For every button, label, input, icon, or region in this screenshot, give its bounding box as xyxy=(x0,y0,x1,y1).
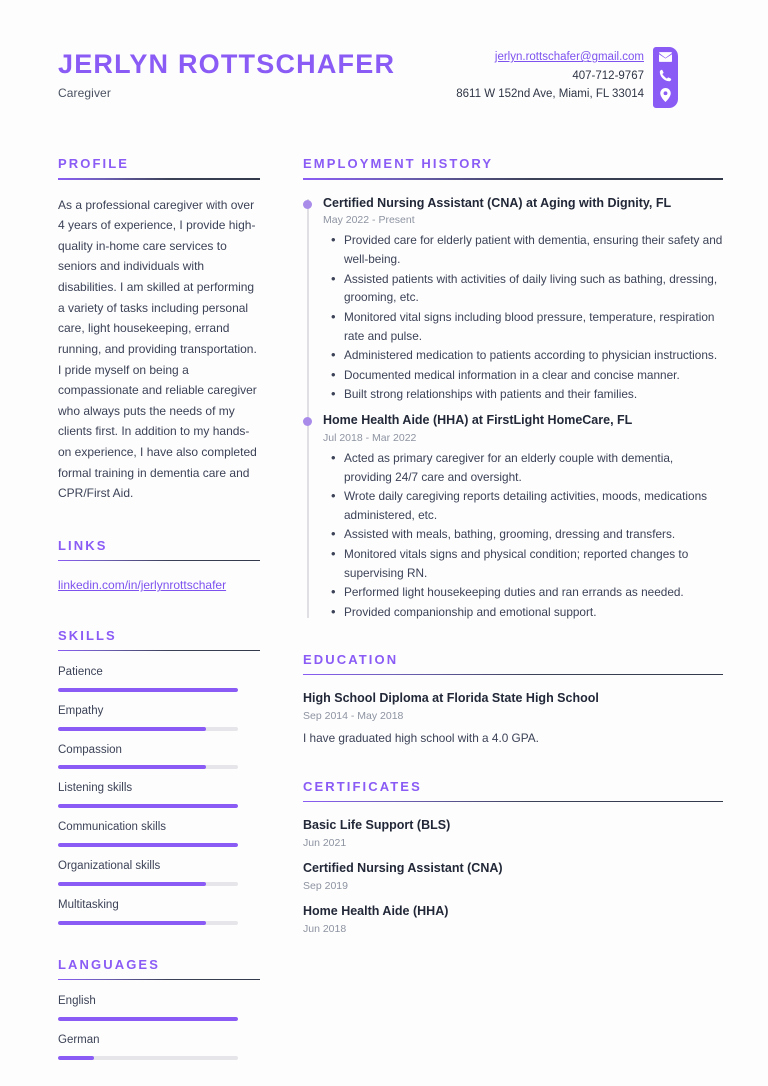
certificate-heading: Basic Life Support (BLS) xyxy=(303,818,451,833)
job-bullet: • Assisted with meals, bathing, grooming, dressing and transfers. xyxy=(323,525,723,544)
employment-section xyxy=(303,156,723,622)
job-heading: Home Health Aide (HHA) at FirstLight HomeCare, FL xyxy=(323,413,633,427)
skill-label: Compassion xyxy=(58,743,122,756)
skill-label: Communication skills xyxy=(58,821,167,834)
job-title: Caregiver xyxy=(58,86,111,101)
certificate-entry xyxy=(303,903,723,935)
job-bullet: • Provided companionship and emotional support. xyxy=(323,603,723,622)
skill-fill xyxy=(58,727,206,731)
skills-section xyxy=(58,628,260,925)
section-rule-skills xyxy=(58,650,260,652)
section-rule-links xyxy=(58,560,260,562)
job-bullet: • Wrote daily caregiving reports detailing activities, moods, medications administered, etc. xyxy=(323,487,723,524)
skill-fill xyxy=(58,765,206,769)
section-title-skills: SKILLS xyxy=(58,627,117,643)
contact-phone: 407-712-9767 xyxy=(572,69,644,82)
language-fill xyxy=(58,1056,94,1060)
section-rule-employment xyxy=(303,178,723,180)
skill-row xyxy=(58,782,260,808)
certificate-heading: Home Health Aide (HHA) xyxy=(303,904,449,918)
skill-label: Empathy xyxy=(58,704,104,717)
section-rule-languages xyxy=(58,979,260,981)
contact-email[interactable]: jerlyn.rottschafer@gmail.com xyxy=(494,51,644,63)
certificate-dates: Sep 2019 xyxy=(303,880,348,892)
job-bullet: • Administered medication to patients according to physician instructions. xyxy=(323,346,723,365)
section-rule-profile xyxy=(58,178,260,180)
language-row xyxy=(58,995,260,1021)
skill-row xyxy=(58,705,260,731)
profile-text: As a professional caregiver with over 4 years of experience, I provide high-quality in-home care services to seniors and individuals with disabilities. I am skilled at performing a variety of tasks including personal care, light housekeeping, errand running, and providing transportation. I pride myself on being a compassionate and reliable caregiver who always puts the needs of my clients first. In addition to my hands-on experience, I have also completed formal training in dementia care and CPR/First Aid. xyxy=(58,197,257,501)
skill-fill xyxy=(58,843,238,847)
section-rule-education xyxy=(303,674,723,676)
skill-track xyxy=(58,882,238,886)
links-section xyxy=(58,538,260,596)
contact-block xyxy=(456,47,678,108)
identity-block xyxy=(58,47,395,100)
job-heading: Certified Nursing Assistant (CNA) at Aging with Dignity, FL xyxy=(323,195,672,210)
languages-section xyxy=(58,957,260,1060)
language-label: German xyxy=(58,1033,100,1046)
education-list xyxy=(303,690,723,748)
job-bullet: • Monitored vital signs including blood pressure, temperature, respiration rate and pulse. xyxy=(323,308,723,345)
skill-row xyxy=(58,666,260,692)
skill-track xyxy=(58,765,238,769)
right-column xyxy=(303,156,723,1073)
certificate-dates: Jun 2021 xyxy=(303,837,347,850)
job-dates: May 2022 - Present xyxy=(323,214,415,227)
certificates-list xyxy=(303,817,723,935)
job-entry xyxy=(303,195,723,405)
skill-label: Organizational skills xyxy=(58,860,161,873)
job-bullet-list xyxy=(323,449,723,622)
section-title-languages: LANGUAGES xyxy=(58,956,160,972)
language-track xyxy=(58,1017,238,1021)
certificate-dates: Jun 2018 xyxy=(303,922,347,935)
section-title-employment: EMPLOYMENT HISTORY xyxy=(303,156,494,171)
skill-track xyxy=(58,843,238,847)
skill-track xyxy=(58,727,238,731)
education-section xyxy=(303,652,723,748)
education-dates: Sep 2014 - May 2018 xyxy=(303,709,404,722)
skills-list xyxy=(58,666,260,925)
job-bullet: • Performed light housekeeping duties and ran errands as needed. xyxy=(323,583,723,602)
skill-fill xyxy=(58,688,238,692)
skill-track xyxy=(58,804,238,808)
skill-row xyxy=(58,744,260,770)
contact-lines xyxy=(456,47,653,108)
job-bullet: • Built strong relationships with patients and their families. xyxy=(323,385,723,404)
languages-list xyxy=(58,995,260,1060)
resume-header xyxy=(0,0,768,108)
skill-fill xyxy=(58,921,206,925)
section-title-certificates: CERTIFICATES xyxy=(303,778,422,794)
contact-address: 8611 W 152nd Ave, Miami, FL 33014 xyxy=(456,88,644,101)
education-heading: High School Diploma at Florida State High School xyxy=(303,691,599,705)
contact-icon-tab xyxy=(653,47,678,108)
certificate-entry xyxy=(303,860,723,892)
skill-fill xyxy=(58,882,206,886)
job-bullet: • Provided care for elderly patient with dementia, ensuring their safety and well-being. xyxy=(323,231,723,268)
skill-fill xyxy=(58,804,238,808)
employment-timeline xyxy=(303,195,723,622)
certificate-heading: Certified Nursing Assistant (CNA) xyxy=(303,861,503,876)
language-track xyxy=(58,1056,238,1060)
skill-label: Multitasking xyxy=(58,898,119,911)
certificate-entry xyxy=(303,817,723,849)
section-title-education: EDUCATION xyxy=(303,651,399,667)
jobs-list xyxy=(303,195,723,622)
section-title-profile: PROFILE xyxy=(58,156,130,171)
education-description: I have graduated high school with a 4.0 GPA. xyxy=(303,730,539,745)
location-pin-icon xyxy=(660,88,671,102)
language-label: English xyxy=(58,995,96,1008)
skill-row xyxy=(58,860,260,886)
job-entry xyxy=(303,412,723,622)
job-bullet: • Assisted patients with activities of daily living such as bathing, dressing, grooming, etc. xyxy=(323,270,723,307)
skill-row xyxy=(58,899,260,925)
skill-track xyxy=(58,921,238,925)
job-dates: Jul 2018 - Mar 2022 xyxy=(323,431,417,444)
skill-label: Listening skills xyxy=(58,782,133,795)
resume-body xyxy=(0,156,768,1073)
section-title-links: LINKS xyxy=(58,537,108,553)
job-bullet: • Monitored vitals signs and physical condition; reported changes to supervising RN. xyxy=(323,545,723,582)
section-rule-certificates xyxy=(303,801,723,803)
timeline-dot-icon xyxy=(303,417,312,426)
profile-section xyxy=(58,156,260,504)
skill-row xyxy=(58,821,260,847)
full-name: JERLYN ROTTSCHAFER xyxy=(58,49,396,79)
envelope-icon xyxy=(659,52,672,62)
timeline-dot-icon xyxy=(303,200,312,209)
certificates-section xyxy=(303,779,723,935)
left-column xyxy=(58,156,260,1073)
link-item[interactable]: linkedin.com/in/jerlynrottschafer xyxy=(58,578,227,593)
language-row xyxy=(58,1034,260,1060)
language-fill xyxy=(58,1017,238,1021)
education-entry xyxy=(303,690,723,748)
job-bullet: • Acted as primary caregiver for an elderly couple with dementia, providing 24/7 care and oversight. xyxy=(323,449,723,486)
job-bullet-list xyxy=(323,231,723,404)
phone-icon xyxy=(659,69,672,82)
skill-track xyxy=(58,688,238,692)
skill-label: Patience xyxy=(58,666,103,679)
job-bullet: • Documented medical information in a clear and concise manner. xyxy=(323,366,723,385)
